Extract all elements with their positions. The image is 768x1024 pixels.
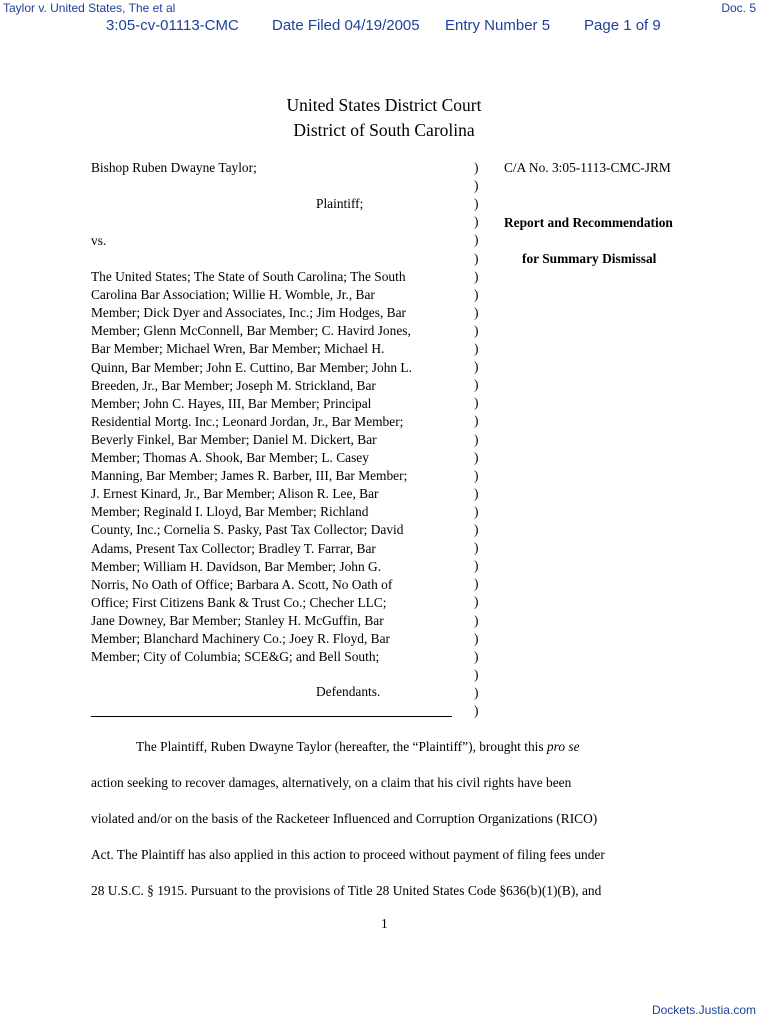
defendant-line: County, Inc.; Cornelia S. Pasky, Past Tax Collector; David (91, 522, 404, 538)
caption-paren: ) (474, 703, 479, 718)
defendant-line: Manning, Bar Member; James R. Barber, III, Bar Member; (91, 468, 408, 484)
doc-label-link[interactable]: Doc. 5 (721, 1, 756, 15)
body-paragraph-line-2: action seeking to recover damages, alternatively, on a claim that his civil rights have been (91, 775, 572, 790)
defendant-line: Member; Dick Dyer and Associates, Inc.; Jim Hodges, Bar (91, 305, 406, 321)
defendants-label: Defendants. (316, 684, 381, 699)
report-title-line1: Report and Recommendation (504, 215, 673, 230)
caption-paren: ) (474, 431, 479, 447)
defendant-line: The United States; The State of South Carolina; The South (91, 269, 406, 284)
defendant-line: J. Ernest Kinard, Jr., Bar Member; Alison R. Lee, Bar (91, 486, 379, 502)
caption-paren: ) (474, 503, 479, 519)
caption-paren: ) (474, 304, 479, 320)
caption-paren: ) (474, 359, 479, 375)
caption-paren: ) (474, 232, 479, 248)
caption-paren: ) (474, 322, 479, 338)
defendant-line: Quinn, Bar Member; John E. Cuttino, Bar Member; John L. (91, 359, 412, 375)
body-paragraph-line-1: The Plaintiff, Ruben Dwayne Taylor (hereafter, the “Plaintiff”), brought this pro se (136, 739, 580, 754)
report-title-line2: for Summary Dismissal (522, 251, 657, 266)
versus-label: vs. (91, 233, 107, 248)
caption-paren: ) (474, 594, 479, 610)
caption-paren: ) (474, 540, 479, 556)
caption-paren: ) (474, 178, 479, 194)
caption-paren: ) (474, 413, 479, 429)
plaintiff-name: Bishop Ruben Dwayne Taylor; (91, 160, 257, 175)
defendant-line: Member; City of Columbia; SCE&G; and Bell South; (91, 649, 380, 665)
body-paragraph-line-4: Act. The Plaintiff has also applied in this action to proceed without payment of filing fees under (91, 847, 605, 862)
case-number: 3:05-cv-01113-CMC (106, 17, 239, 34)
court-name: United States District Court (286, 95, 482, 115)
page-number: 1 (381, 916, 388, 931)
caption-paren: ) (474, 377, 479, 393)
plaintiff-label: Plaintiff; (316, 196, 364, 211)
caption-paren: ) (474, 341, 479, 356)
defendant-line: Member; Reginald I. Lloyd, Bar Member; Richland (91, 504, 369, 520)
caption-paren: ) (474, 612, 479, 628)
caption-paren: ) (474, 485, 479, 501)
caption-paren: ) (474, 467, 479, 483)
defendant-line: Breeden, Jr., Bar Member; Joseph M. Strickland, Bar (91, 377, 376, 393)
caption-paren: ) (474, 395, 479, 411)
defendant-line: Norris, No Oath of Office; Barbara A. Scott, No Oath of (91, 576, 393, 592)
defendant-line: Residential Mortg. Inc.; Leonard Jordan, Jr., Bar Member; (91, 413, 404, 429)
entry-number: Entry Number 5 (445, 17, 551, 34)
defendant-line: Jane Downey, Bar Member; Stanley H. McGuffin, Bar (91, 612, 384, 628)
caption-paren: ) (474, 684, 479, 700)
defendant-line: Office; First Citizens Bank & Trust Co.; Checher LLC; (91, 594, 387, 610)
caption-paren: ) (474, 558, 479, 574)
pro-se-italic: pro se (546, 739, 580, 754)
defendant-line: Member; William H. Davidson, Bar Member; John G. (91, 558, 382, 574)
court-district: District of South Carolina (293, 120, 475, 140)
caption-paren: ) (474, 160, 479, 175)
caption-paren: ) (474, 286, 479, 302)
body-paragraph-line-5: 28 U.S.C. § 1915. Pursuant to the provisions of Title 28 United States Code §636(b)(1)(B), and (91, 883, 602, 898)
caption-paren: ) (474, 666, 479, 682)
caption-paren: ) (474, 522, 479, 537)
date-filed: Date Filed 04/19/2005 (272, 17, 420, 34)
justia-source-link[interactable]: Dockets.Justia.com (651, 1003, 756, 1017)
defendant-line: Member; Blanchard Machinery Co.; Joey R. Floyd, Bar (91, 631, 391, 646)
caption-divider (91, 716, 452, 717)
defendant-line: Adams, Present Tax Collector; Bradley T. Farrar, Bar (91, 540, 376, 556)
case-title-link[interactable]: Taylor v. United States, The et al (3, 1, 176, 15)
caption-paren: ) (474, 630, 479, 646)
caption-paren: ) (474, 250, 479, 266)
caption-paren: ) (474, 268, 479, 284)
caption-paren: ) (474, 576, 479, 592)
case-number-ca: C/A No. 3:05-1113-CMC-JRM (504, 160, 671, 175)
defendant-line: Beverly Finkel, Bar Member; Daniel M. Dickert, Bar (91, 431, 377, 447)
caption-paren: ) (474, 449, 479, 465)
defendant-line: Bar Member; Michael Wren, Bar Member; Michael H. (91, 341, 385, 357)
page-info: Page 1 of 9 (584, 17, 661, 34)
defendant-line: Member; John C. Hayes, III, Bar Member; Principal (91, 395, 372, 411)
defendant-line: Member; Glenn McConnell, Bar Member; C. Havird Jones, (91, 323, 411, 339)
caption-paren: ) (474, 196, 479, 212)
defendant-line: Member; Thomas A. Shook, Bar Member; L. Casey (91, 450, 369, 465)
caption-paren: ) (474, 214, 479, 230)
defendant-line: Carolina Bar Association; Willie H. Womble, Jr., Bar (91, 287, 375, 303)
caption-paren: ) (474, 648, 479, 664)
body-paragraph-line-3: violated and/or on the basis of the Racketeer Influenced and Corruption Organizations (RICO) (91, 811, 598, 826)
